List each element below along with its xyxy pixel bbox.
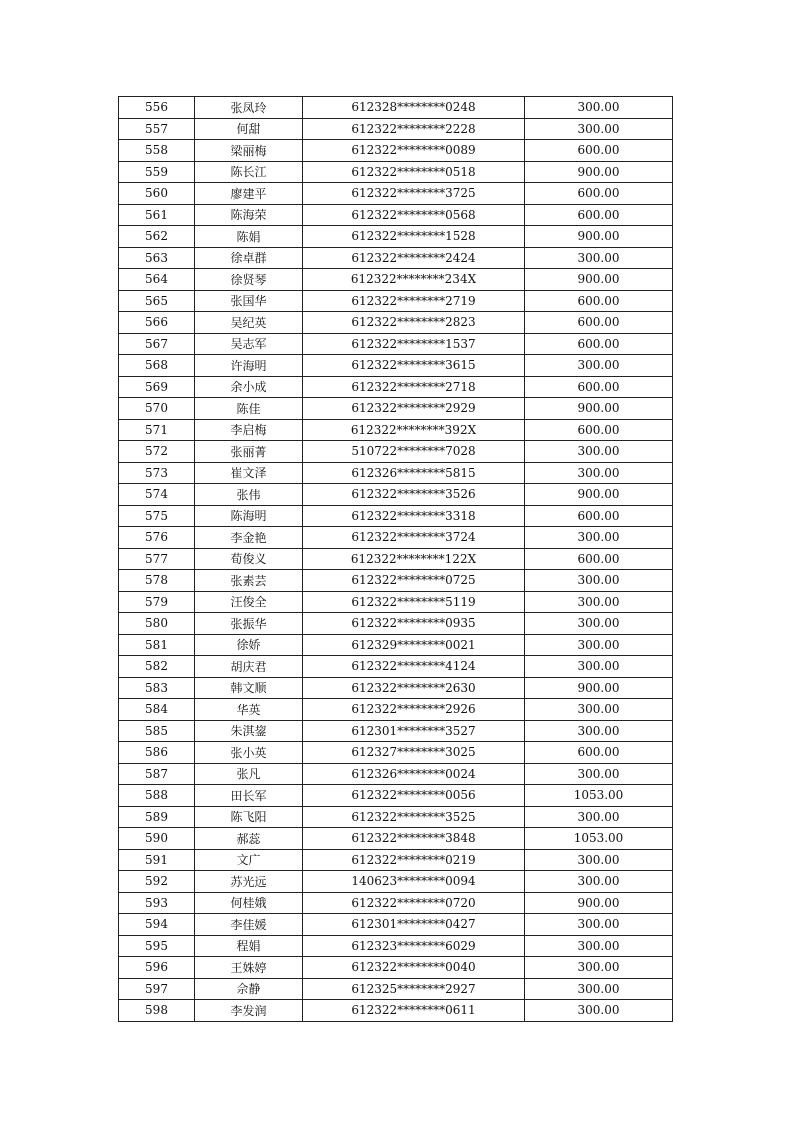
- roster-body: [119, 97, 673, 1022]
- row-number-cell: 577: [119, 548, 195, 570]
- amount-cell: 900.00: [525, 161, 673, 183]
- table-row: [119, 849, 673, 871]
- amount-cell: 600.00: [525, 140, 673, 162]
- name-cell: 吴纪英: [195, 312, 303, 334]
- table-row: [119, 441, 673, 463]
- id-number-cell: 140623********0094: [303, 871, 525, 893]
- name-cell: 李佳媛: [195, 914, 303, 936]
- row-number-cell: 582: [119, 656, 195, 678]
- id-number-cell: 612322********392X: [303, 419, 525, 441]
- table-row: [119, 763, 673, 785]
- table-row: [119, 677, 673, 699]
- table-row: [119, 634, 673, 656]
- table-row: [119, 376, 673, 398]
- table-row: [119, 914, 673, 936]
- name-cell: 张小英: [195, 742, 303, 764]
- id-number-cell: 612322********0056: [303, 785, 525, 807]
- amount-cell: 300.00: [525, 871, 673, 893]
- row-number-cell: 570: [119, 398, 195, 420]
- name-cell: 陈飞阳: [195, 806, 303, 828]
- name-cell: 苏光远: [195, 871, 303, 893]
- amount-cell: 300.00: [525, 1000, 673, 1022]
- table-row: [119, 269, 673, 291]
- name-cell: 华英: [195, 699, 303, 721]
- name-cell: 徐娇: [195, 634, 303, 656]
- row-number-cell: 569: [119, 376, 195, 398]
- amount-cell: 600.00: [525, 376, 673, 398]
- name-cell: 许海明: [195, 355, 303, 377]
- name-cell: 程娟: [195, 935, 303, 957]
- id-number-cell: 612322********0219: [303, 849, 525, 871]
- table-row: [119, 419, 673, 441]
- row-number-cell: 572: [119, 441, 195, 463]
- amount-cell: 600.00: [525, 419, 673, 441]
- table-row: [119, 118, 673, 140]
- row-number-cell: 556: [119, 97, 195, 119]
- id-number-cell: 612322********3525: [303, 806, 525, 828]
- name-cell: 李金艳: [195, 527, 303, 549]
- table-row: [119, 161, 673, 183]
- name-cell: 陈娟: [195, 226, 303, 248]
- id-number-cell: 612322********0518: [303, 161, 525, 183]
- row-number-cell: 566: [119, 312, 195, 334]
- name-cell: 佘静: [195, 978, 303, 1000]
- table-row: [119, 333, 673, 355]
- id-number-cell: 612322********3725: [303, 183, 525, 205]
- name-cell: 陈佳: [195, 398, 303, 420]
- amount-cell: 300.00: [525, 355, 673, 377]
- amount-cell: 300.00: [525, 591, 673, 613]
- amount-cell: 300.00: [525, 699, 673, 721]
- amount-cell: 300.00: [525, 763, 673, 785]
- table-row: [119, 1000, 673, 1022]
- id-number-cell: 612322********0040: [303, 957, 525, 979]
- amount-cell: 600.00: [525, 312, 673, 334]
- amount-cell: 900.00: [525, 484, 673, 506]
- amount-cell: 300.00: [525, 247, 673, 269]
- name-cell: 陈长江: [195, 161, 303, 183]
- name-cell: 廖建平: [195, 183, 303, 205]
- amount-cell: 300.00: [525, 570, 673, 592]
- row-number-cell: 596: [119, 957, 195, 979]
- name-cell: 张丽菁: [195, 441, 303, 463]
- id-number-cell: 612326********0024: [303, 763, 525, 785]
- id-number-cell: 612322********2929: [303, 398, 525, 420]
- table-row: [119, 742, 673, 764]
- row-number-cell: 578: [119, 570, 195, 592]
- table-row: [119, 806, 673, 828]
- table-row: [119, 312, 673, 334]
- name-cell: 张凤玲: [195, 97, 303, 119]
- name-cell: 何甜: [195, 118, 303, 140]
- id-number-cell: 612322********2424: [303, 247, 525, 269]
- amount-cell: 600.00: [525, 548, 673, 570]
- row-number-cell: 591: [119, 849, 195, 871]
- amount-cell: 600.00: [525, 290, 673, 312]
- amount-cell: 900.00: [525, 269, 673, 291]
- amount-cell: 300.00: [525, 462, 673, 484]
- amount-cell: 300.00: [525, 118, 673, 140]
- row-number-cell: 574: [119, 484, 195, 506]
- id-number-cell: 612301********3527: [303, 720, 525, 742]
- row-number-cell: 587: [119, 763, 195, 785]
- id-number-cell: 612323********6029: [303, 935, 525, 957]
- table-row: [119, 656, 673, 678]
- name-cell: 张国华: [195, 290, 303, 312]
- table-row: [119, 183, 673, 205]
- amount-cell: 300.00: [525, 914, 673, 936]
- amount-cell: 300.00: [525, 806, 673, 828]
- row-number-cell: 583: [119, 677, 195, 699]
- amount-cell: 1053.00: [525, 828, 673, 850]
- table-row: [119, 290, 673, 312]
- table-row: [119, 505, 673, 527]
- id-number-cell: 612322********0935: [303, 613, 525, 635]
- id-number-cell: 612325********2927: [303, 978, 525, 1000]
- amount-cell: 300.00: [525, 634, 673, 656]
- table-row: [119, 97, 673, 119]
- table-row: [119, 355, 673, 377]
- name-cell: 徐卓群: [195, 247, 303, 269]
- id-number-cell: 612322********2718: [303, 376, 525, 398]
- name-cell: 汪俊全: [195, 591, 303, 613]
- row-number-cell: 579: [119, 591, 195, 613]
- id-number-cell: 612322********4124: [303, 656, 525, 678]
- row-number-cell: 589: [119, 806, 195, 828]
- row-number-cell: 588: [119, 785, 195, 807]
- amount-cell: 300.00: [525, 656, 673, 678]
- name-cell: 王姝婷: [195, 957, 303, 979]
- name-cell: 田长军: [195, 785, 303, 807]
- amount-cell: 300.00: [525, 97, 673, 119]
- id-number-cell: 612326********5815: [303, 462, 525, 484]
- name-cell: 荀俊义: [195, 548, 303, 570]
- row-number-cell: 576: [119, 527, 195, 549]
- name-cell: 陈海荣: [195, 204, 303, 226]
- name-cell: 郝蕊: [195, 828, 303, 850]
- amount-cell: 300.00: [525, 720, 673, 742]
- table-row: [119, 548, 673, 570]
- row-number-cell: 593: [119, 892, 195, 914]
- name-cell: 张振华: [195, 613, 303, 635]
- amount-cell: 600.00: [525, 183, 673, 205]
- row-number-cell: 585: [119, 720, 195, 742]
- id-number-cell: 612322********3848: [303, 828, 525, 850]
- name-cell: 吴志军: [195, 333, 303, 355]
- table-row: [119, 570, 673, 592]
- id-number-cell: 510722********7028: [303, 441, 525, 463]
- name-cell: 何桂娥: [195, 892, 303, 914]
- id-number-cell: 612322********3526: [303, 484, 525, 506]
- amount-cell: 600.00: [525, 742, 673, 764]
- row-number-cell: 581: [119, 634, 195, 656]
- id-number-cell: 612329********0021: [303, 634, 525, 656]
- amount-cell: 300.00: [525, 613, 673, 635]
- id-number-cell: 612322********0720: [303, 892, 525, 914]
- row-number-cell: 575: [119, 505, 195, 527]
- table-row: [119, 871, 673, 893]
- id-number-cell: 612322********0611: [303, 1000, 525, 1022]
- table-row: [119, 484, 673, 506]
- name-cell: 李启梅: [195, 419, 303, 441]
- amount-cell: 1053.00: [525, 785, 673, 807]
- amount-cell: 300.00: [525, 849, 673, 871]
- id-number-cell: 612322********0568: [303, 204, 525, 226]
- table-row: [119, 398, 673, 420]
- table-row: [119, 828, 673, 850]
- name-cell: 崔文泽: [195, 462, 303, 484]
- row-number-cell: 592: [119, 871, 195, 893]
- name-cell: 梁丽梅: [195, 140, 303, 162]
- row-number-cell: 597: [119, 978, 195, 1000]
- name-cell: 朱淇鋆: [195, 720, 303, 742]
- table-row: [119, 978, 673, 1000]
- table-row: [119, 720, 673, 742]
- table-row: [119, 699, 673, 721]
- table-row: [119, 785, 673, 807]
- amount-cell: 300.00: [525, 441, 673, 463]
- name-cell: 徐贤琴: [195, 269, 303, 291]
- id-number-cell: 612322********2228: [303, 118, 525, 140]
- id-number-cell: 612327********3025: [303, 742, 525, 764]
- name-cell: 李发润: [195, 1000, 303, 1022]
- name-cell: 余小成: [195, 376, 303, 398]
- id-number-cell: 612322********1537: [303, 333, 525, 355]
- id-number-cell: 612322********122X: [303, 548, 525, 570]
- row-number-cell: 557: [119, 118, 195, 140]
- name-cell: 陈海明: [195, 505, 303, 527]
- table-row: [119, 226, 673, 248]
- amount-cell: 900.00: [525, 892, 673, 914]
- id-number-cell: 612322********234X: [303, 269, 525, 291]
- row-number-cell: 564: [119, 269, 195, 291]
- amount-cell: 300.00: [525, 935, 673, 957]
- row-number-cell: 595: [119, 935, 195, 957]
- row-number-cell: 562: [119, 226, 195, 248]
- name-cell: 胡庆君: [195, 656, 303, 678]
- amount-cell: 600.00: [525, 505, 673, 527]
- row-number-cell: 580: [119, 613, 195, 635]
- name-cell: 张凡: [195, 763, 303, 785]
- row-number-cell: 561: [119, 204, 195, 226]
- table-row: [119, 204, 673, 226]
- id-number-cell: 612301********0427: [303, 914, 525, 936]
- name-cell: 韩文顺: [195, 677, 303, 699]
- id-number-cell: 612322********2823: [303, 312, 525, 334]
- name-cell: 张素芸: [195, 570, 303, 592]
- id-number-cell: 612328********0248: [303, 97, 525, 119]
- id-number-cell: 612322********3318: [303, 505, 525, 527]
- id-number-cell: 612322********1528: [303, 226, 525, 248]
- row-number-cell: 559: [119, 161, 195, 183]
- id-number-cell: 612322********0089: [303, 140, 525, 162]
- row-number-cell: 565: [119, 290, 195, 312]
- amount-cell: 600.00: [525, 333, 673, 355]
- amount-cell: 300.00: [525, 978, 673, 1000]
- table-row: [119, 462, 673, 484]
- row-number-cell: 584: [119, 699, 195, 721]
- id-number-cell: 612322********3724: [303, 527, 525, 549]
- table-row: [119, 527, 673, 549]
- amount-cell: 600.00: [525, 204, 673, 226]
- row-number-cell: 594: [119, 914, 195, 936]
- id-number-cell: 612322********2926: [303, 699, 525, 721]
- amount-cell: 300.00: [525, 957, 673, 979]
- amount-cell: 900.00: [525, 677, 673, 699]
- row-number-cell: 567: [119, 333, 195, 355]
- row-number-cell: 563: [119, 247, 195, 269]
- table-row: [119, 591, 673, 613]
- row-number-cell: 573: [119, 462, 195, 484]
- table-row: [119, 957, 673, 979]
- roster-table: [118, 96, 673, 1022]
- row-number-cell: 560: [119, 183, 195, 205]
- row-number-cell: 571: [119, 419, 195, 441]
- id-number-cell: 612322********2630: [303, 677, 525, 699]
- table-row: [119, 140, 673, 162]
- id-number-cell: 612322********3615: [303, 355, 525, 377]
- id-number-cell: 612322********0725: [303, 570, 525, 592]
- name-cell: 文广: [195, 849, 303, 871]
- table-row: [119, 935, 673, 957]
- id-number-cell: 612322********2719: [303, 290, 525, 312]
- row-number-cell: 558: [119, 140, 195, 162]
- row-number-cell: 568: [119, 355, 195, 377]
- amount-cell: 300.00: [525, 527, 673, 549]
- row-number-cell: 590: [119, 828, 195, 850]
- table-row: [119, 613, 673, 635]
- row-number-cell: 598: [119, 1000, 195, 1022]
- row-number-cell: 586: [119, 742, 195, 764]
- id-number-cell: 612322********5119: [303, 591, 525, 613]
- table-row: [119, 892, 673, 914]
- amount-cell: 900.00: [525, 398, 673, 420]
- amount-cell: 900.00: [525, 226, 673, 248]
- table-row: [119, 247, 673, 269]
- name-cell: 张伟: [195, 484, 303, 506]
